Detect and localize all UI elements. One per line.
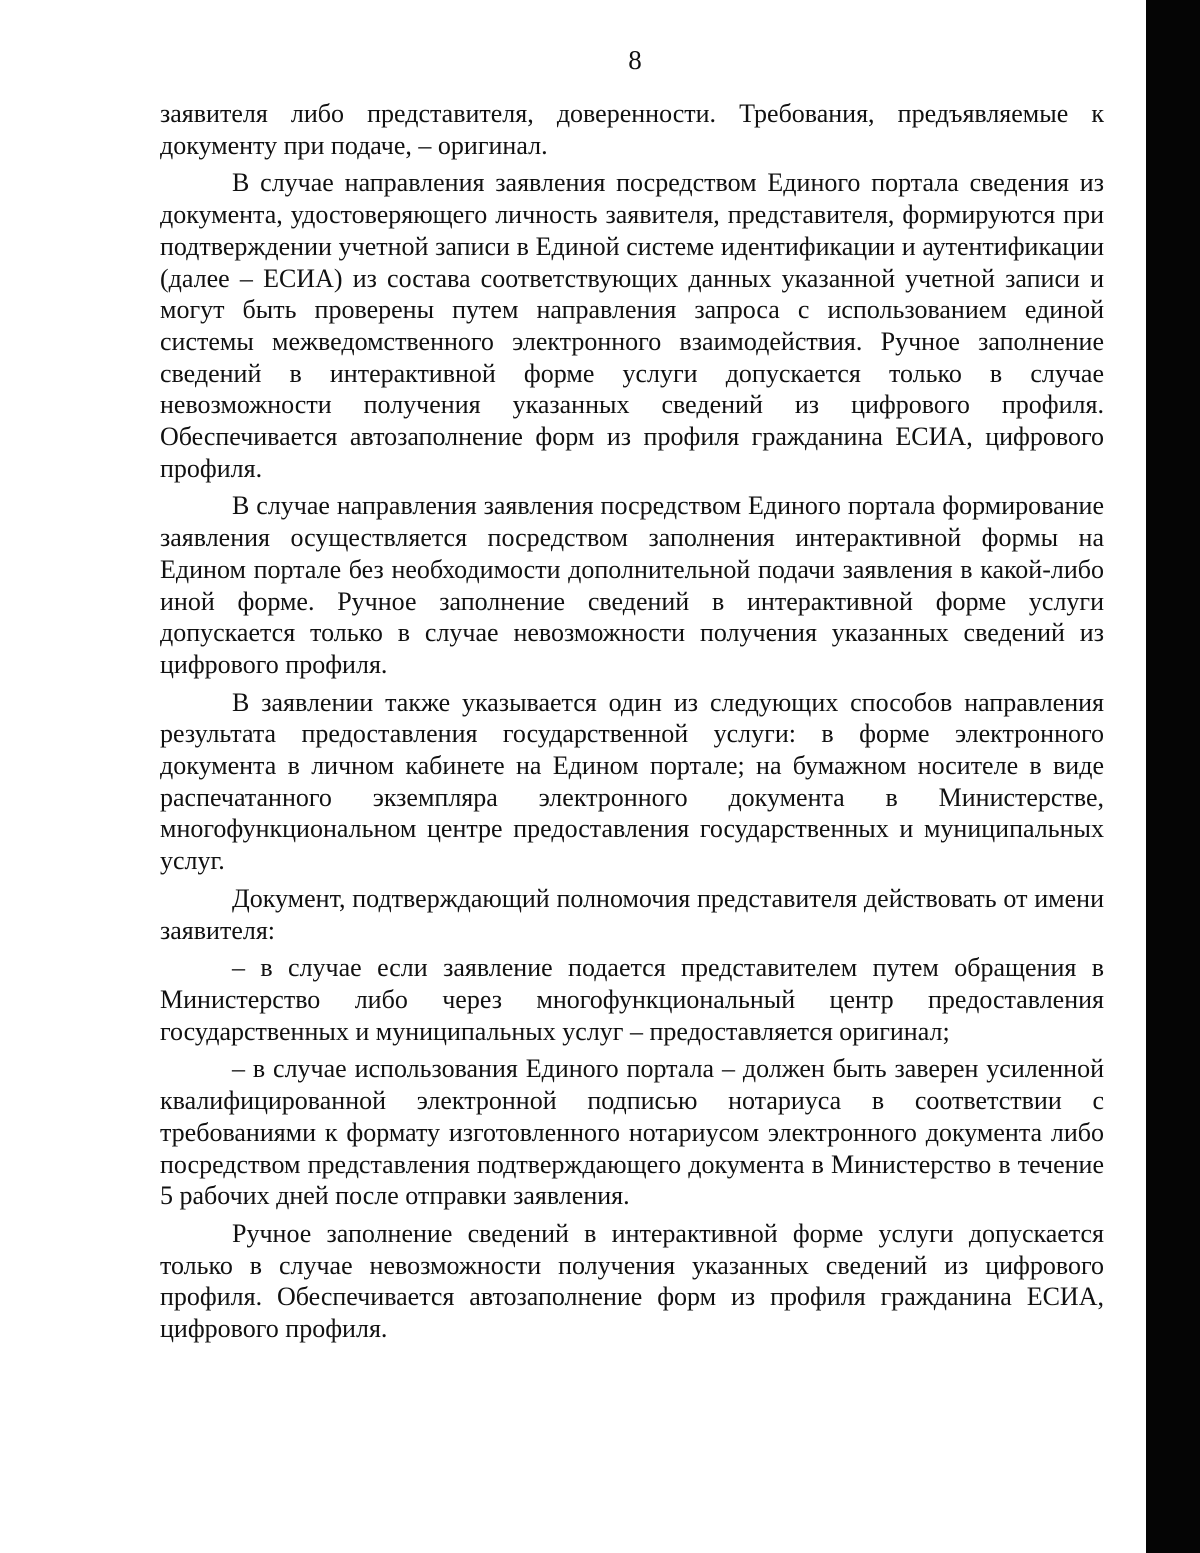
- list-item-portal-signature: – в случае использования Единого портала – должен быть заверен усиленной квалифицированной электронной подписью нотариуса в соответствии с требованиями к формату изготовленного нотариусом электронного документа либо посредством представления подтверждающего документа в Министерство в течение 5 рабочих дней после отправки заявления.: [160, 1054, 1104, 1211]
- paragraph-interactive-form: В случае направления заявления посредством Единого портала формирование заявления осуществляется посредством заполнения интерактивной формы на Едином портале без необходимости дополнительной подачи заявления в какой-либо иной форме. Ручное заполнение сведений в интерактивной форме услуги допускается только в случае невозможности получения указанных сведений из цифрового профиля.: [160, 491, 1104, 679]
- paragraph-continued: заявителя либо представителя, доверенности. Требования, предъявляемые к документу при подаче, – оригинал.: [160, 99, 1104, 160]
- document-body: [160, 98, 1104, 1345]
- paragraph-result-delivery: В заявлении также указывается один из следующих способов направления результата предоставления государственной услуги: в форме электронного документа в личном кабинете на Едином портале; на бумажном носителе в виде распечатанного экземпляра электронного документа в Министерстве, многофункциональном центре предоставления государственных и муниципальных услуг.: [160, 687, 1104, 876]
- paragraph-esia-data: В случае направления заявления посредством Единого портала сведения из документа, удостоверяющего личность заявителя, представителя, формируются при подтверждении учетной записи в Единой системе идентификации и аутентификации (далее – ЕСИА) из состава соответствующих данных указанной учетной записи и могут быть проверены путем направления запроса с использованием единой системы межведомственного электронного взаимодействия. Ручное заполнение сведений в интерактивной форме услуги допускается только в случае невозможности получения указанных сведений из цифрового профиля. Обеспечивается автозаполнение форм из профиля гражданина ЕСИА, цифрового профиля.: [160, 168, 1104, 483]
- list-item-original: – в случае если заявление подается представителем путем обращения в Министерство либо через многофункциональный центр предоставления государственных и муниципальных услуг – предоставляется оригинал;: [160, 953, 1104, 1046]
- paragraph-manual-entry: Ручное заполнение сведений в интерактивной форме услуги допускается только в случае невозможности получения указанных сведений из цифрового профиля. Обеспечивается автозаполнение форм из профиля гражданина ЕСИА, цифрового профиля.: [160, 1218, 1104, 1344]
- scan-border: [1146, 0, 1200, 1553]
- paragraph-representative-document: Документ, подтверждающий полномочия представителя действовать от имени заявителя:: [160, 883, 1104, 945]
- page-number: 8: [628, 45, 642, 75]
